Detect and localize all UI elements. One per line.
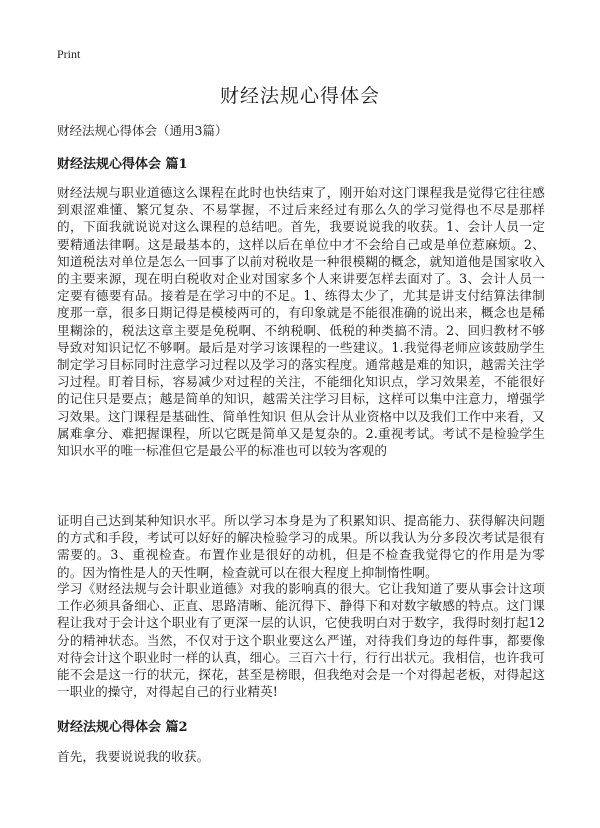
section-2-paragraph-1: 首先，我要说说我的收获。 bbox=[57, 749, 210, 764]
section-heading-1: 财经法规心得体会 篇1 bbox=[57, 157, 188, 172]
section-1-paragraph-1: 财经法规与职业道德这么课程在此时也快结束了，刚开始对这门课程我是觉得它往往感到艰涩难懂、繁冗复杂、不易掌握，不过后来经过有那么久的学习觉得也不尽是那样的，下面我就说说对这么课程的总结吧。首先，我要说说我的收获。1、会计人员一定要精通法律啊。这是最基本的，这样以后在单位中才不会给自己或是单位惹麻烦。2、知道税法对单位是怎么一回事了以前对税收是一种很模糊的概念，就知道他是国家收入的主要来源，现在明白税收对企业对国家多个人来讲要怎样去面对了。3、会计人员一定要有德要有品。接着是在学习中的不足。1、练得太少了，尤其是讲支付结算法律制度那一章，很多日期记得是模棱两可的，有印象就是不能很准确的说出来，概念也是稀里糊涂的，税法这章主要是免税啊、不纳税啊、低税的种类搞不清。2、回归教材不够导致对知识记忆不够啊。最后是对学习该课程的一些建议。1.我觉得老师应该鼓励学生制定学习目标同时注意学习过程以及学习的落实程度。通常越是难的知识，越需关注学习过程。盯着目标，容易减少对过程的关注，不能细化知识点，学习效果差，不能很好的记住只是要点；越是简单的知识，越需关注学习目标，这样可以集中注意力，增强学习效果。这门课程是基础性、简单性知识 但从会计从业资格中以及我们工作中来看，又属难拿分、难把握课程，所以它既是简单又是复杂的。2.重视考试。考试不是检验学生知识水平的唯一标准但它是最公平的标准也可以较为客观的 bbox=[57, 185, 545, 459]
document-title: 财经法规心得体会 bbox=[219, 85, 380, 107]
print-link[interactable]: Print bbox=[57, 47, 81, 61]
section-heading-2: 财经法规心得体会 篇2 bbox=[57, 720, 188, 735]
section-1-paragraph-3: 学习《财经法规与会计职业道德》对我的影响真的很大。它让我知道了要从事会计这项工作必须具备细心、正直、思路清晰、能沉得下、静得下和对数字敏感的特点。这门课程让我对于会计这个职业有了更深一层的认识，它使我明白对于数字，我得时刻打起12分的精神状态。当然，不仅对于这个职业要这么严谨，对待我们身边的每件事，都要像对待会计这个职业时一样的认真，细心。三百六十行，行行出状元。我相信，也许我可能不会是这一行的状元，探花，甚至是榜眼，但我绝对会是一个对得起老板，对得起这一职业的操守，对得起自己的行业精英! bbox=[57, 581, 545, 700]
section-1-paragraph-2: 证明自己达到某种知识水平。所以学习本身是为了积累知识、提高能力、获得解决问题的方式和手段，考试可以好好的解决检验学习的成果。所以我认为分多段次考试是很有需要的。3、重视检查。布置作业是很好的动机，但是不检查我觉得它的作用是为零的。因为惰性是人的天性啊，检查就可以在很大程度上抑制惰性啊。 bbox=[57, 513, 545, 580]
document-subtitle: 财经法规心得体会（通用3篇） bbox=[57, 123, 228, 138]
